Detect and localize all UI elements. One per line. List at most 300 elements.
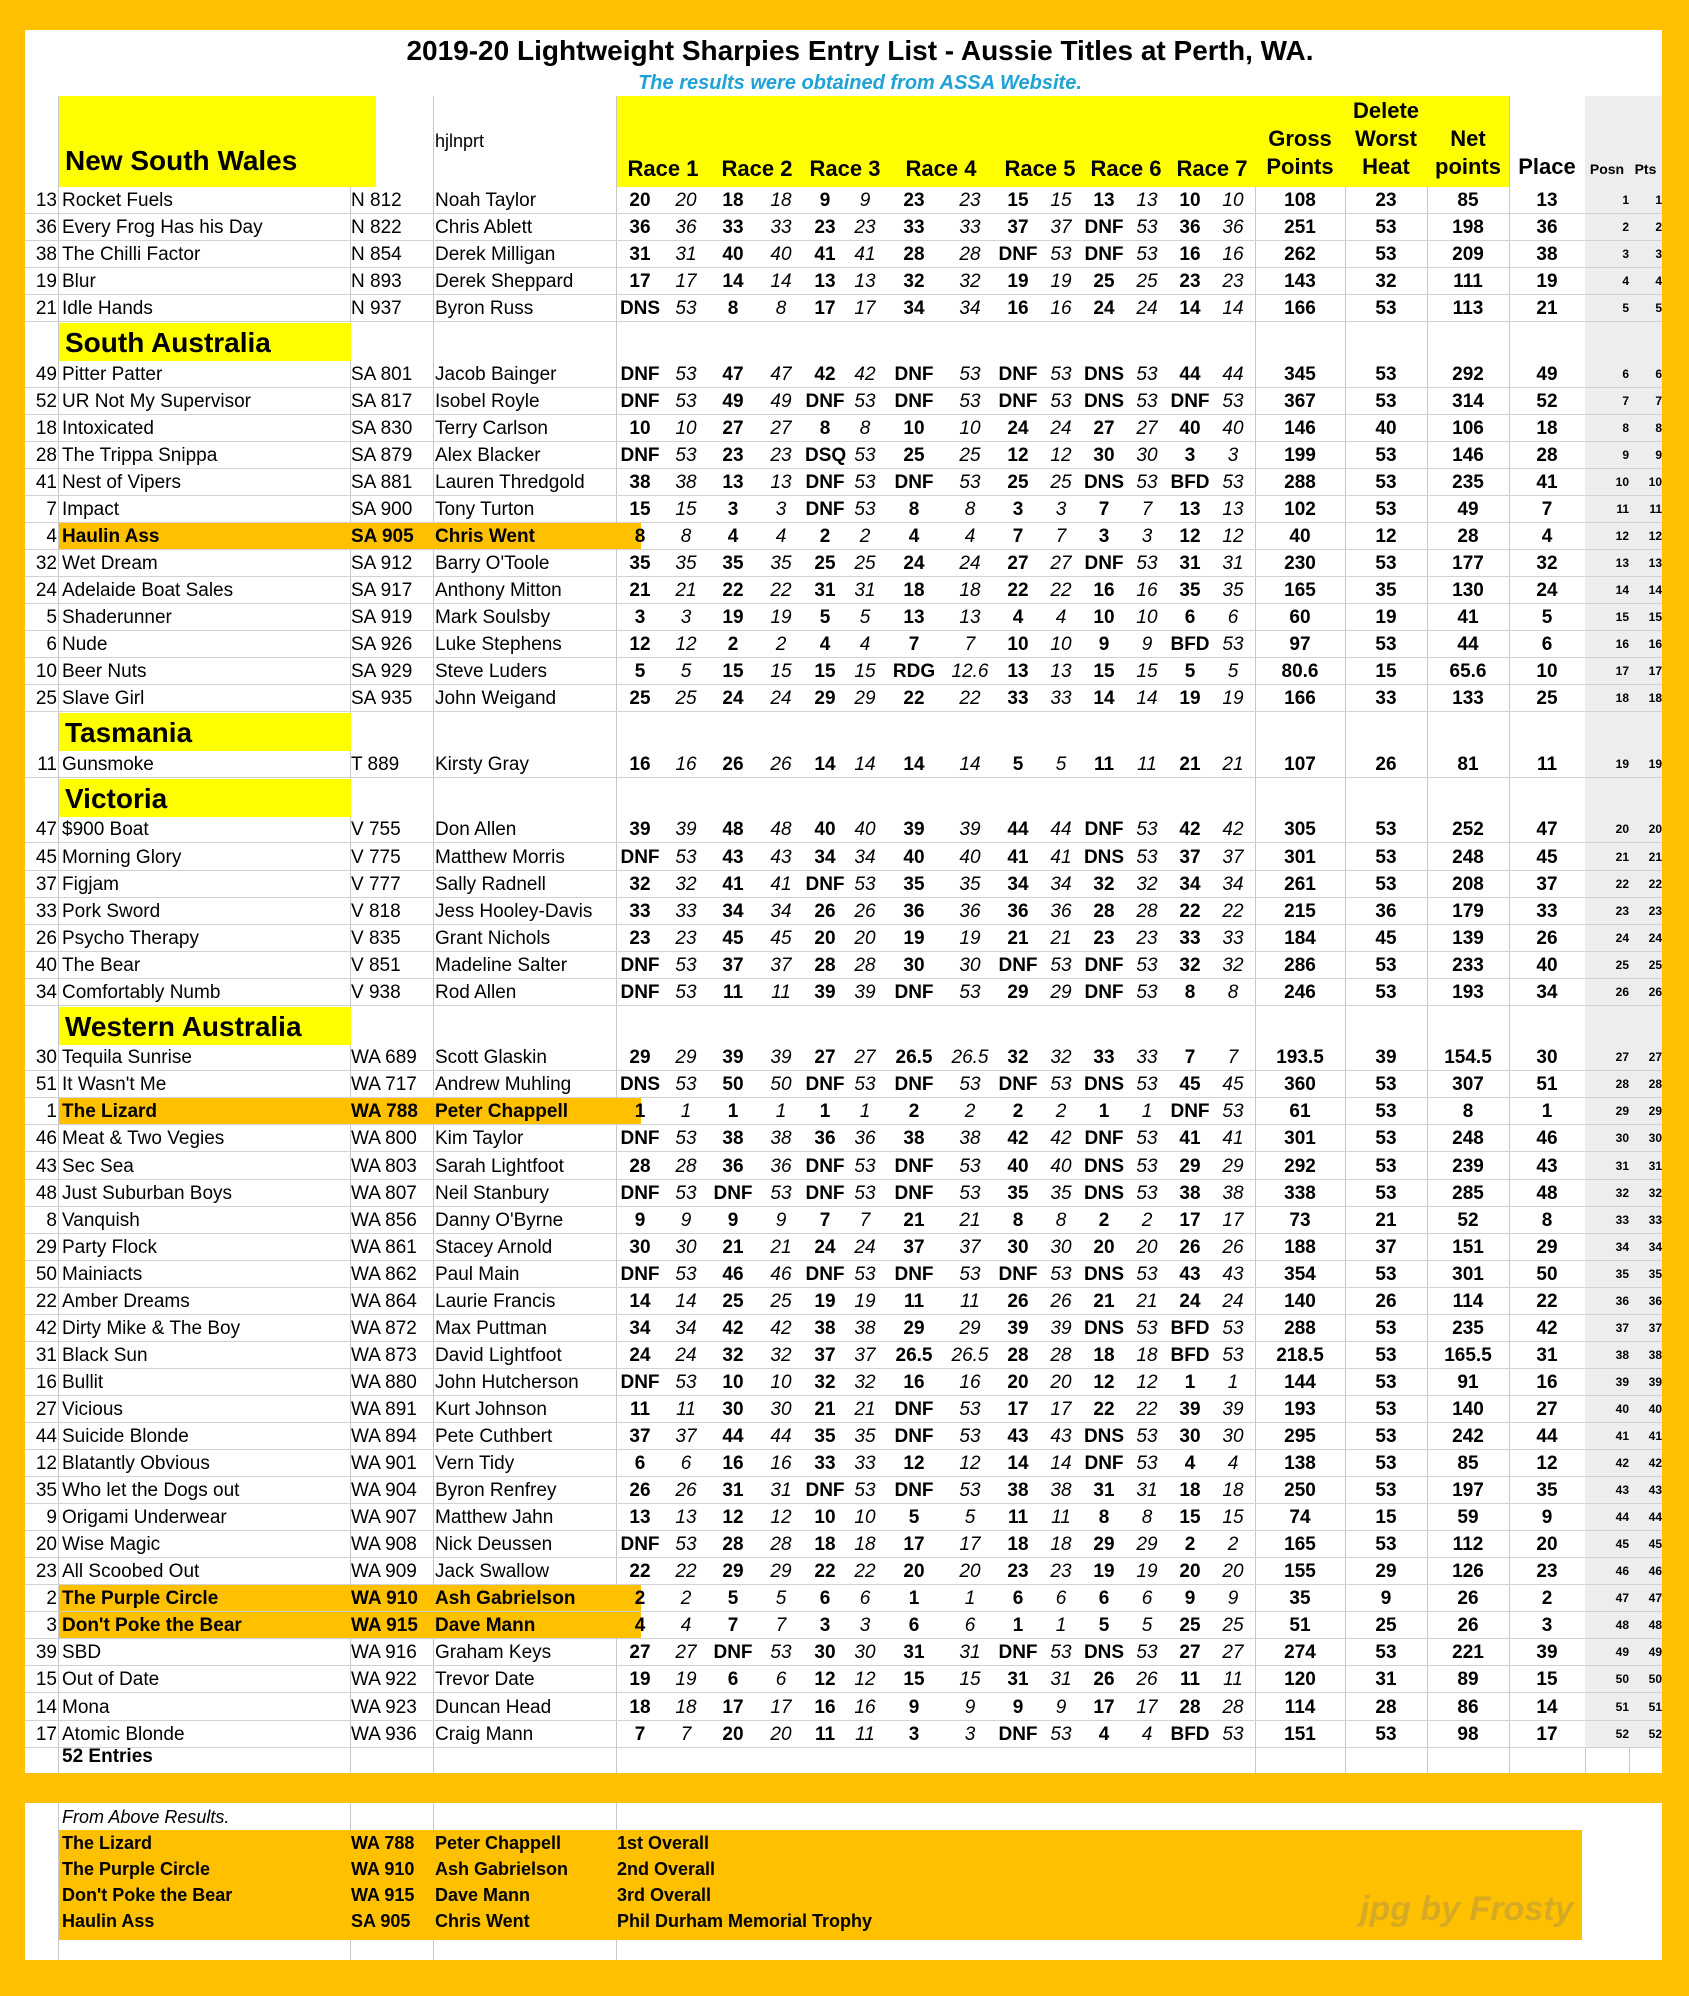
cell-r6s: 29: [1136, 1534, 1158, 1556]
cell-r6: 15: [1093, 661, 1115, 683]
table-row: [25, 550, 1662, 577]
summary-panel: [25, 1803, 1662, 1960]
cell-r6s: 26: [1136, 1669, 1158, 1691]
cell-no: 37: [35, 873, 57, 895]
cell-net: 165.5: [1444, 1344, 1492, 1366]
cell-place: 32: [1536, 553, 1558, 575]
cell-no: 42: [35, 1317, 57, 1339]
cell-net: 209: [1452, 244, 1484, 266]
cell-r5: 26: [1007, 1290, 1029, 1312]
cell-worst: 53: [1375, 1480, 1397, 1502]
cell-r5: 30: [1007, 1236, 1029, 1258]
table-row: [25, 1477, 1662, 1504]
cell-r6s: 15: [1136, 661, 1158, 683]
cell-r6s: 53: [1136, 1317, 1158, 1339]
cell-pts: 4: [1655, 274, 1662, 289]
cell-net: 86: [1457, 1696, 1479, 1718]
cell-r7s: 26: [1222, 1236, 1244, 1258]
cell-worst: 37: [1375, 1236, 1397, 1258]
cell-r1: DNF: [620, 363, 660, 385]
cell-place: 25: [1536, 688, 1558, 710]
cell-sail: N 822: [351, 217, 402, 239]
cell-r6s: 14: [1136, 688, 1158, 710]
cell-r5s: 4: [1055, 607, 1067, 629]
cell-r6s: 33: [1136, 1047, 1158, 1069]
cell-r4: 31: [903, 1642, 925, 1664]
cell-r6: DNF: [1084, 954, 1124, 976]
cell-r3: 1: [819, 1101, 831, 1123]
cell-place: 11: [1536, 753, 1558, 775]
cell-boat: Mainiacts: [62, 1263, 143, 1285]
cell-r2s: 10: [770, 1371, 792, 1393]
cell-r1: DNF: [620, 1371, 660, 1393]
cell-r2s: 25: [770, 1290, 792, 1312]
cell-r1s: 17: [675, 271, 697, 293]
cell-r4s: 13: [959, 607, 981, 629]
cell-skipper: Isobel Royle: [435, 390, 540, 412]
cell-worst: 36: [1375, 900, 1397, 922]
cell-r3s: 53: [854, 873, 876, 895]
cell-r5s: 22: [1050, 580, 1072, 602]
cell-gross: 338: [1284, 1182, 1316, 1204]
cell-r1: DNF: [620, 981, 660, 1003]
cell-posn: 10: [1615, 474, 1629, 489]
cell-sail: SA 900: [351, 499, 413, 520]
cell-r4s: 12.6: [951, 661, 989, 683]
cell-r4s: 24: [959, 553, 981, 575]
cell-skipper: Rod Allen: [435, 981, 517, 1003]
cell-posn: 2: [1622, 220, 1629, 235]
cell-worst: 53: [1375, 1317, 1397, 1339]
cell-skipper: Barry O'Toole: [435, 553, 550, 575]
cell-r1: 4: [634, 1615, 646, 1637]
cell-pts: 50: [1648, 1672, 1662, 1687]
cell-r4: 38: [903, 1128, 925, 1150]
cell-pts: 45: [1648, 1537, 1662, 1552]
cell-r1: DNF: [620, 390, 660, 412]
cell-r4s: 4: [964, 526, 976, 548]
table-row: [25, 604, 1662, 631]
cell-r1s: 16: [675, 753, 697, 775]
cell-place: 43: [1536, 1155, 1558, 1177]
cell-place: 24: [1536, 580, 1558, 602]
cell-place: 50: [1536, 1263, 1558, 1285]
cell-boat: Nest of Vipers: [62, 471, 181, 493]
cell-boat: Figjam: [62, 873, 120, 895]
cell-r3: 40: [814, 819, 836, 841]
cell-net: 126: [1452, 1561, 1484, 1583]
cell-r4s: 1: [964, 1588, 976, 1610]
cell-posn: 18: [1615, 691, 1629, 706]
cell-worst: 32: [1375, 271, 1397, 293]
cell-net: 140: [1452, 1398, 1484, 1420]
cell-r4: 26.5: [895, 1344, 933, 1366]
section-title-nsw: New South Wales: [65, 145, 298, 176]
cell-r2: 3: [727, 499, 739, 520]
cell-worst: 28: [1375, 1696, 1397, 1718]
cell-r5: DNF: [998, 954, 1038, 976]
cell-pts: 22: [1648, 876, 1662, 891]
cell-net: 98: [1457, 1723, 1479, 1745]
cell-r2: 37: [722, 954, 744, 976]
table-row: [25, 1694, 1662, 1721]
cell-skipper: Jess Hooley-Davis: [435, 900, 593, 922]
cell-r1: DNS: [619, 1074, 661, 1096]
cell-r2s: 14: [770, 271, 792, 293]
cell-boat: The Bear: [62, 954, 141, 976]
cell-gross: 218.5: [1276, 1344, 1324, 1366]
cell-r5s: 12: [1050, 444, 1072, 466]
cell-net: 49: [1457, 499, 1479, 520]
cell-r2s: 27: [770, 417, 792, 439]
cell-r6: 31: [1093, 1480, 1115, 1502]
cell-r3s: 11: [855, 1723, 875, 1745]
cell-r7s: 17: [1222, 1209, 1244, 1231]
cell-r3s: 41: [854, 244, 876, 266]
cell-gross: 51: [1289, 1615, 1311, 1637]
cell-r4s: 25: [959, 444, 981, 466]
table-row: [25, 523, 1662, 550]
cell-skipper: Max Puttman: [435, 1317, 547, 1339]
cell-r1s: 33: [675, 900, 697, 922]
cell-r7s: 43: [1222, 1263, 1244, 1285]
cell-place: 33: [1536, 900, 1558, 922]
cell-r6s: 53: [1136, 1074, 1158, 1096]
cell-pts: 19: [1648, 756, 1662, 771]
table-row: [25, 268, 1662, 295]
cell-r2s: 4: [775, 526, 787, 548]
cell-r3s: 14: [854, 753, 876, 775]
cell-worst: 53: [1375, 819, 1397, 841]
cell-sail: WA 916: [351, 1642, 417, 1664]
cell-r2: 27: [722, 417, 744, 439]
cell-skipper: John Hutcherson: [435, 1371, 579, 1393]
cell-worst: 19: [1375, 607, 1397, 629]
cell-gross: 184: [1284, 927, 1316, 949]
cell-place: 27: [1536, 1398, 1558, 1420]
cell-place: 6: [1541, 634, 1553, 656]
cell-place: 13: [1536, 190, 1558, 211]
cell-r1: 34: [629, 1317, 651, 1339]
cell-r5: 25: [1007, 471, 1029, 493]
cell-r6s: 32: [1136, 873, 1158, 895]
cell-r4s: 53: [959, 363, 981, 385]
cell-boat: Shaderunner: [62, 607, 172, 629]
cell-r3: 21: [814, 1398, 836, 1420]
cell-r5: 36: [1007, 900, 1029, 922]
cell-r7s: 39: [1222, 1398, 1244, 1420]
cell-worst: 40: [1375, 417, 1397, 439]
cell-r1s: 21: [675, 580, 697, 602]
cell-r5: DNF: [998, 363, 1038, 385]
cell-place: 17: [1536, 1723, 1558, 1745]
cell-r2: 2: [727, 634, 739, 656]
cell-no: 51: [35, 1074, 57, 1096]
cell-no: 33: [35, 900, 57, 922]
cell-no: 25: [35, 688, 57, 710]
cell-boat: Just Suburban Boys: [62, 1182, 233, 1204]
cell-place: 14: [1536, 1696, 1558, 1718]
cell-r2: 25: [722, 1290, 744, 1312]
cell-r7s: 5: [1227, 661, 1239, 683]
cell-net: 301: [1452, 1263, 1484, 1285]
cell-r3: 41: [814, 244, 836, 266]
cell-pts: 51: [1648, 1699, 1662, 1714]
cell-r7: 28: [1179, 1696, 1201, 1718]
cell-no: 12: [35, 1453, 57, 1475]
cell-gross: 215: [1284, 900, 1316, 922]
cell-r5: 22: [1007, 580, 1029, 602]
cell-r2: 15: [722, 661, 744, 683]
cell-skipper: Paul Main: [435, 1263, 520, 1285]
cell-r5: 38: [1007, 1480, 1029, 1502]
cell-r7: 9: [1184, 1588, 1196, 1610]
cell-r4s: 31: [959, 1642, 981, 1664]
cell-net: 242: [1452, 1426, 1484, 1447]
cell-worst: 53: [1375, 1398, 1397, 1420]
cell-pts: 47: [1648, 1591, 1662, 1606]
cell-r3s: 1: [859, 1101, 871, 1123]
cell-r3: 29: [814, 688, 836, 710]
cell-worst: 35: [1375, 580, 1397, 602]
cell-net: 198: [1452, 217, 1484, 239]
cell-posn: 24: [1615, 930, 1629, 945]
cell-boat: The Chilli Factor: [62, 244, 201, 266]
cell-r4: 6: [908, 1615, 920, 1637]
cell-r2: 47: [722, 363, 744, 385]
table-row: [25, 295, 1662, 322]
cell-r6: 30: [1093, 444, 1115, 466]
table-row: [25, 361, 1662, 388]
cell-r5: 29: [1007, 981, 1029, 1003]
cell-r6: DNS: [1083, 846, 1125, 868]
cell-r7: 42: [1179, 819, 1201, 841]
cell-no: 15: [35, 1669, 57, 1691]
cell-no: 10: [35, 661, 57, 683]
cell-posn: 21: [1615, 849, 1629, 864]
cell-r2: 31: [722, 1480, 744, 1502]
summary-skipper: Dave Mann: [435, 1885, 531, 1905]
cell-skipper: Don Allen: [435, 819, 517, 841]
cell-boat: Atomic Blonde: [62, 1723, 185, 1745]
cell-r7: BFD: [1170, 1344, 1210, 1366]
cell-r5s: 23: [1050, 1561, 1072, 1583]
cell-net: 177: [1452, 553, 1484, 575]
cell-r5: DNF: [998, 1723, 1038, 1745]
cell-r4s: 23: [959, 190, 981, 211]
cell-boat: Meat & Two Vegies: [62, 1128, 225, 1150]
cell-sail: SA 926: [351, 634, 413, 656]
cell-r4: DNF: [894, 981, 934, 1003]
cell-net: 89: [1457, 1669, 1479, 1691]
cell-r4: 14: [903, 753, 925, 775]
cell-r7: 1: [1184, 1371, 1196, 1393]
cell-worst: 21: [1375, 1209, 1397, 1231]
cell-r1: 18: [629, 1696, 651, 1718]
table-row: [25, 1288, 1662, 1315]
cell-r3: 3: [819, 1615, 831, 1637]
cell-pts: 38: [1648, 1347, 1662, 1362]
cell-pts: 12: [1648, 529, 1662, 544]
cell-r6: 2: [1098, 1209, 1110, 1231]
cell-posn: 36: [1615, 1293, 1629, 1308]
cell-r5: 20: [1007, 1371, 1029, 1393]
cell-place: 48: [1536, 1182, 1558, 1204]
cell-r3: 31: [814, 580, 836, 602]
cell-r3: DNF: [805, 499, 845, 520]
table-row: [25, 631, 1662, 658]
cell-sail: N 812: [351, 190, 402, 211]
cell-r2s: 29: [770, 1561, 792, 1583]
cell-no: 52: [35, 390, 57, 412]
cell-no: 28: [35, 444, 57, 466]
cell-posn: 37: [1615, 1320, 1629, 1335]
cell-pts: 48: [1648, 1618, 1662, 1633]
table-row: [25, 751, 1662, 778]
cell-place: 40: [1536, 954, 1558, 976]
cell-r1s: 27: [675, 1642, 697, 1664]
cell-pts: 15: [1648, 610, 1662, 625]
cell-boat: Blur: [62, 271, 96, 293]
cell-sail: WA 907: [351, 1507, 417, 1529]
cell-pts: 18: [1648, 691, 1662, 706]
cell-r5s: 8: [1055, 1209, 1067, 1231]
cell-r7s: 11: [1223, 1669, 1243, 1691]
cell-r4s: 5: [964, 1507, 976, 1529]
cell-posn: 28: [1615, 1077, 1629, 1092]
cell-r5s: 19: [1050, 271, 1072, 293]
cell-r5s: 43: [1050, 1426, 1072, 1447]
cell-r1: 16: [629, 753, 651, 775]
cell-skipper: Ash Gabrielson: [435, 1588, 576, 1610]
cell-r2s: 53: [770, 1182, 792, 1204]
cell-r1: 23: [629, 927, 651, 949]
cell-r5s: 53: [1050, 1642, 1072, 1664]
watermark-text: jpg by Frosty: [1360, 1890, 1574, 1928]
cell-r3: 8: [819, 417, 831, 439]
cell-r6: DNF: [1084, 819, 1124, 841]
cell-boat: Morning Glory: [62, 846, 182, 868]
cell-r4: 9: [908, 1696, 920, 1718]
cell-r5: 12: [1007, 444, 1029, 466]
cell-net: 65.6: [1449, 661, 1487, 683]
cell-r7: DNF: [1170, 390, 1210, 412]
table-row: [25, 1153, 1662, 1180]
cell-r6: DNS: [1083, 1074, 1125, 1096]
cell-r5s: 36: [1050, 900, 1072, 922]
cell-skipper: Madeline Salter: [435, 954, 568, 976]
cell-r7s: 6: [1227, 607, 1239, 629]
cell-gross: 288: [1284, 471, 1316, 493]
cell-r5s: 53: [1050, 1263, 1072, 1285]
cell-r1s: 28: [675, 1155, 697, 1177]
cell-r6: DNS: [1083, 1642, 1125, 1664]
cell-r6s: 53: [1136, 1263, 1158, 1285]
cell-sail: WA 936: [351, 1723, 417, 1745]
cell-r2: 46: [722, 1263, 744, 1285]
cell-r5: 42: [1007, 1128, 1029, 1150]
cell-boat: Bullit: [62, 1371, 104, 1393]
cell-boat: Nude: [62, 634, 108, 656]
cell-place: 3: [1541, 1615, 1553, 1637]
cell-r7: 44: [1179, 363, 1201, 385]
table-row: [25, 658, 1662, 685]
cell-r1s: 3: [680, 607, 692, 629]
cell-r4s: 21: [959, 1209, 981, 1231]
cell-no: 45: [35, 846, 57, 868]
cell-skipper: Craig Mann: [435, 1723, 534, 1745]
cell-pts: 41: [1648, 1429, 1662, 1443]
cell-posn: 38: [1615, 1347, 1629, 1362]
cell-r2s: 50: [770, 1074, 792, 1096]
cell-r6s: 53: [1136, 1453, 1158, 1475]
cell-worst: 53: [1375, 499, 1397, 520]
cell-r7: 18: [1179, 1480, 1201, 1502]
cell-sail: SA 830: [351, 417, 413, 439]
cell-posn: 15: [1615, 610, 1629, 625]
cell-r2s: 6: [775, 1669, 787, 1691]
cell-r2s: 8: [775, 298, 787, 320]
cell-r3: 28: [814, 954, 836, 976]
cell-r4s: 20: [959, 1561, 981, 1583]
cell-r5s: 32: [1050, 1047, 1072, 1069]
cell-gross: 61: [1289, 1101, 1311, 1123]
cell-gross: 367: [1284, 390, 1316, 412]
cell-r4s: 16: [959, 1371, 981, 1393]
cell-r7: 35: [1179, 580, 1201, 602]
cell-place: 37: [1536, 873, 1558, 895]
cell-r3: 32: [814, 1371, 836, 1393]
cell-r2: 5: [727, 1588, 739, 1610]
cell-r4s: 12: [959, 1453, 981, 1475]
cell-r2: 39: [722, 1047, 744, 1069]
entries-count: 52 Entries: [62, 1746, 153, 1767]
cell-r3: 22: [814, 1561, 836, 1583]
cell-r6s: 53: [1136, 1426, 1158, 1447]
cell-posn: 9: [1622, 447, 1629, 462]
cell-r4s: 15: [959, 1669, 981, 1691]
cell-net: 285: [1452, 1182, 1484, 1204]
cell-r4s: 26.5: [951, 1344, 989, 1366]
cell-r5s: 26: [1050, 1290, 1072, 1312]
cell-gross: 295: [1284, 1426, 1316, 1447]
cell-r7s: 30: [1222, 1426, 1244, 1447]
cell-pts: 2: [1655, 220, 1662, 235]
cell-r7s: 53: [1222, 634, 1244, 656]
cell-r2s: 39: [770, 1047, 792, 1069]
cell-posn: 48: [1615, 1618, 1629, 1633]
cell-r7: 39: [1179, 1398, 1201, 1420]
cell-r7s: 12: [1222, 526, 1244, 548]
cell-r7s: 9: [1227, 1588, 1239, 1610]
cell-r1: 1: [634, 1101, 646, 1123]
cell-place: 16: [1536, 1371, 1558, 1393]
cell-r5: 5: [1012, 753, 1024, 775]
cell-r7s: 1: [1227, 1371, 1239, 1393]
cell-pts: 31: [1648, 1158, 1662, 1173]
cell-sail: WA 880: [351, 1371, 417, 1393]
cell-no: 40: [35, 954, 57, 976]
cell-boat: Vanquish: [62, 1209, 140, 1231]
cell-r2s: 12: [770, 1507, 792, 1529]
cell-skipper: Trevor Date: [435, 1669, 535, 1691]
table-row: [25, 1315, 1662, 1342]
cell-net: 151: [1452, 1236, 1484, 1258]
cell-r5s: 28: [1050, 1344, 1072, 1366]
cell-r3s: 30: [854, 1642, 876, 1664]
cell-r4: 25: [903, 444, 925, 466]
cell-place: 45: [1536, 846, 1558, 868]
